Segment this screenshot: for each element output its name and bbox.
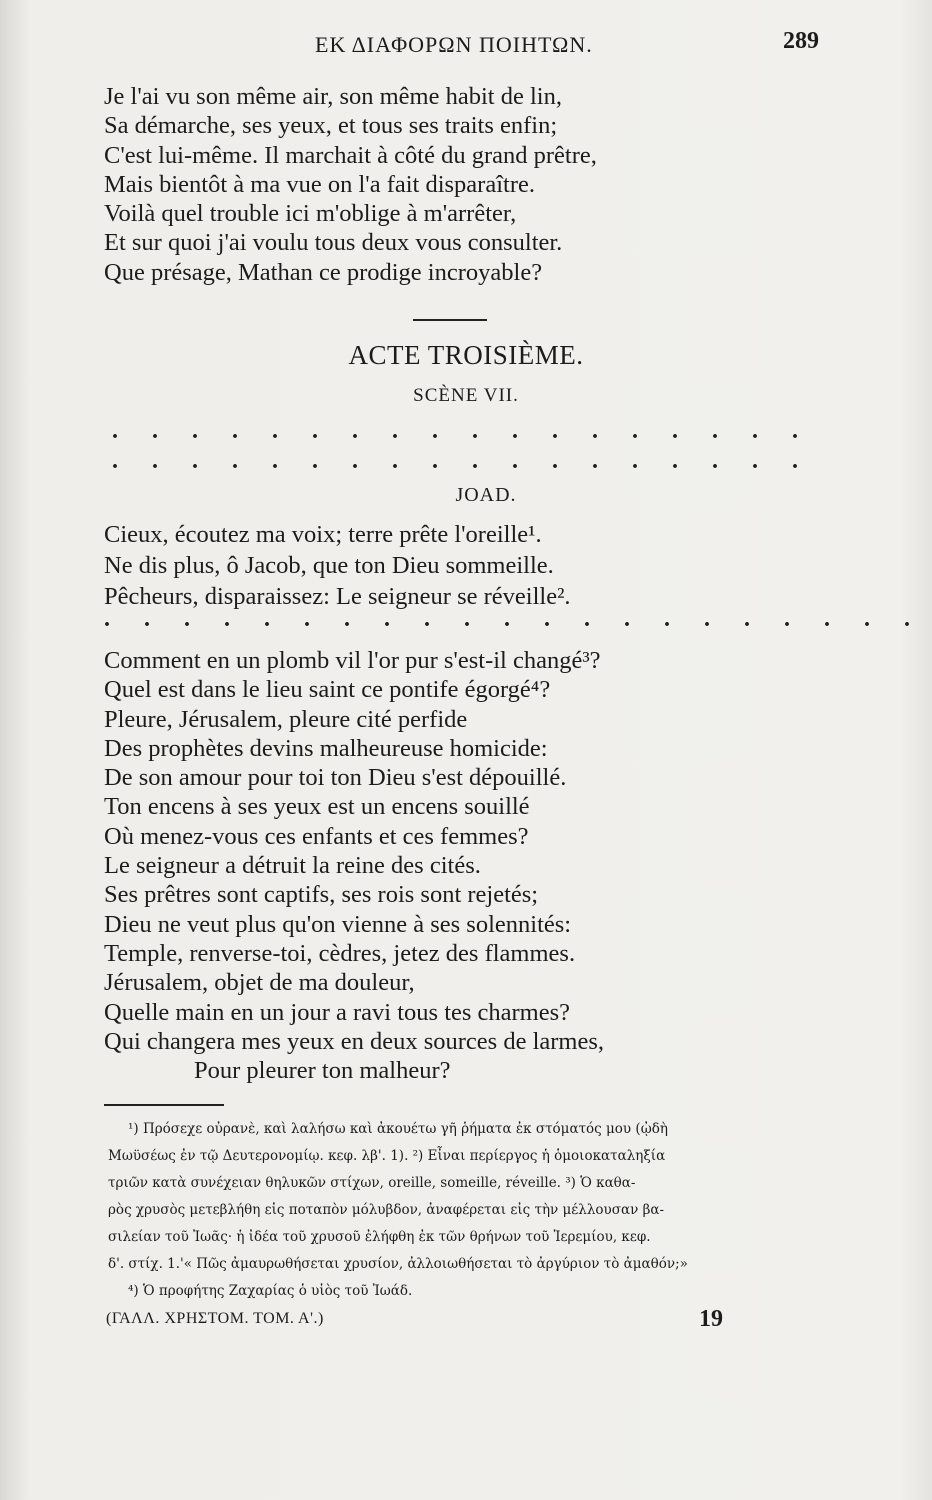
- page-number: 289: [783, 28, 819, 54]
- ellipsis-row: . . . . . . . . . . . . . . . . . .: [112, 418, 812, 444]
- ellipsis-row: . . . . . . . . . . . . . . . . . .: [112, 448, 812, 474]
- footnote-line: ⁴) Ὁ προφήτης Ζαχαρίας ὁ υἱὸς τοῦ Ἰωάδ.: [128, 1283, 413, 1299]
- verse-line: Des prophètes devins malheureuse homicide:: [104, 734, 548, 762]
- page-header: [0, 22, 932, 62]
- verse-line: Où menez-vous ces enfants et ces femmes?: [104, 822, 529, 850]
- verse-line: Jérusalem, objet de ma douleur,: [104, 969, 415, 997]
- footnote-line: δ'. στίχ. 1.'« Πῶς ἀμαυρωθήσεται χρυσίον, ἀλλοιωθήσεται τὸ ἀργύριον τὸ ἀμαθόν;»: [108, 1256, 688, 1272]
- verse-line: Que présage, Mathan ce prodige incroyable?: [104, 258, 543, 286]
- sheet-number: 19: [699, 1306, 723, 1332]
- verse-line: De son amour pour toi ton Dieu s'est dépouillé.: [104, 764, 567, 792]
- page-footer: [0, 1306, 932, 1350]
- verse-line: Mais bientôt à ma vue on l'a fait disparaître.: [104, 170, 535, 198]
- section-rule: [413, 319, 487, 321]
- stanza-two: [104, 646, 864, 1085]
- running-title: ΕΚ ΔΙΑΦΟΡΩΝ ΠΟΙΗΤΩΝ.: [315, 32, 593, 57]
- verse-line: Quelle main en un jour a ravi tous tes charmes?: [104, 998, 571, 1026]
- verse-line: Pleure, Jérusalem, pleure cité perfide: [104, 705, 468, 733]
- verse-line: Ses prêtres sont captifs, ses rois sont rejetés;: [104, 881, 539, 909]
- verse-line: Sa démarche, ses yeux, et tous ses traits enfin;: [104, 112, 558, 140]
- verse-line: Et sur quoi j'ai voulu tous deux vous consulter.: [104, 229, 563, 257]
- verse-line: C'est lui-même. Il marchait à côté du grand prêtre,: [104, 141, 597, 169]
- footnote-line: ¹) Πρόσεχε οὐρανὲ, καὶ λαλήσω καὶ ἀκουέτω γῆ ῥήματα ἐκ στόματός μου (ᾠδὴ: [128, 1121, 668, 1137]
- footnotes: [108, 1116, 808, 1305]
- stanza-one: [104, 519, 864, 612]
- verse-line: Temple, renverse-toi, cèdres, jetez des flammes.: [104, 939, 576, 967]
- verse-line: Je l'ai vu son même air, son même habit de lin,: [104, 83, 562, 110]
- verse-line: Le seigneur a détruit la reine des cités.: [104, 852, 481, 880]
- verse-line: Pêcheurs, disparaissez: Le seigneur se réveille².: [104, 583, 571, 610]
- footnote-line: τριῶν κατὰ συνέχειαν θηλυκῶν στίχων, oreille, someille, réveille. ³) Ὁ καθα-: [108, 1175, 636, 1191]
- verse-line: Cieux, écoutez ma voix; terre prête l'oreille¹.: [104, 521, 542, 548]
- footnote-line: Μωϋσέως ἐν τῷ Δευτερονομίῳ. κεφ. λβ'. 1). ²) Εἶναι περίεργος ἡ ὁμοιοκαταληξία: [108, 1148, 666, 1164]
- signature-mark: (ΓΑΛΛ. ΧΡΗΣΤΟΜ. ΤΟΜ. Α'.): [106, 1310, 324, 1327]
- footnote-line: σιλείαν τοῦ Ἰωᾶς· ἡ ἰδέα τοῦ χρυσοῦ ἐλήφθη ἐκ τῶν θρήνων τοῦ Ἱερεμίου, κεφ.: [108, 1229, 651, 1245]
- footnote-line: ρὸς χρυσὸς μετεβλήθη εἰς ποταπὸν μόλυβδον, ἀναφέρεται εἰς τὴν μέλλουσαν βα-: [108, 1202, 665, 1218]
- footnote-rule: [104, 1104, 224, 1106]
- scene-title: SCÈNE VII.: [413, 385, 519, 406]
- speaker-name: JOAD.: [455, 484, 517, 506]
- verse-line: Ne dis plus, ô Jacob, que ton Dieu sommeille.: [104, 552, 554, 579]
- verse-line: Ton encens à ses yeux est un encens souillé: [104, 793, 530, 821]
- verse-line: Qui changera mes yeux en deux sources de larmes,: [104, 1027, 605, 1055]
- verse-line-indented: Pour pleurer ton malheur?: [194, 1057, 451, 1085]
- verse-line: Quel est dans le lieu saint ce pontife égorgé⁴?: [104, 676, 551, 704]
- act-title: ACTE TROISIÈME.: [348, 340, 584, 370]
- verse-line: Comment en un plomb vil l'or pur s'est-il changé³?: [104, 647, 601, 674]
- verse-line: Voilà quel trouble ici m'oblige à m'arrêter,: [104, 200, 517, 228]
- top-verses: [104, 82, 864, 287]
- ellipsis-row: . . . . . . . . . . . . . . . . . . . . .: [104, 606, 924, 632]
- verse-line: Dieu ne veut plus qu'on vienne à ses solennités:: [104, 910, 572, 938]
